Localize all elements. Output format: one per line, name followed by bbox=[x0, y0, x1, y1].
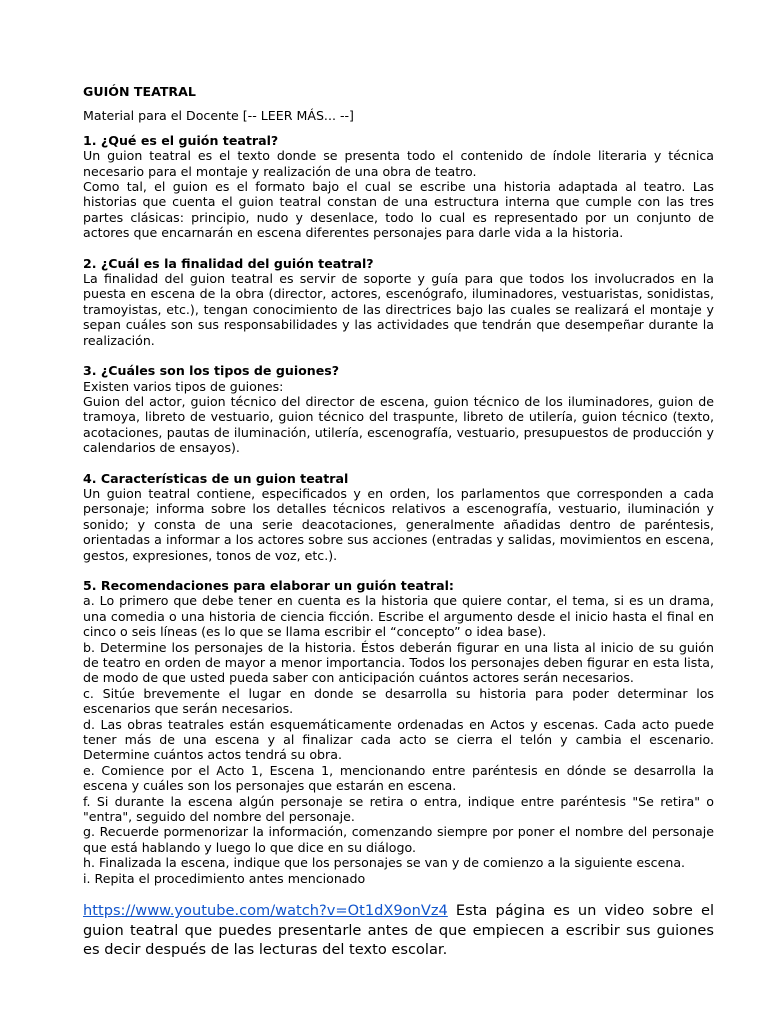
paragraph: Un guion teatral es el texto donde se presenta todo el contenido de índole literaria y técnica necesario para el montaje y realización de una obra de teatro. bbox=[83, 148, 714, 179]
list-item: f. Si durante la escena algún personaje se retira o entra, indique entre paréntesis "Se retira" o "entra", seguido del nombre del personaje. bbox=[83, 793, 714, 825]
section-5 bbox=[83, 578, 714, 886]
list-item: e. Comience por el Acto 1, Escena 1, mencionando entre paréntesis en dónde se desarrolla la escena y cuáles son los personajes que estarán en escena. bbox=[83, 762, 714, 794]
list-item: i. Repita el procedimiento antes mencionado bbox=[83, 870, 366, 886]
section-heading: 1. ¿Qué es el guión teatral? bbox=[83, 132, 279, 148]
youtube-link[interactable]: https://www.youtube.com/watch?v=Ot1dX9onVz4 bbox=[83, 902, 448, 920]
list-item: c. Sitúe brevemente el lugar en donde se desarrolla su historia para poder determinar los escenarios que serán necesarios. bbox=[83, 685, 714, 717]
list-item: g. Recuerde pormenorizar la información, comenzando siempre por poner el nombre del personaje que está hablando y luego lo que dice en su diálogo. bbox=[83, 824, 714, 855]
section-heading: 3. ¿Cuáles son los tipos de guiones? bbox=[83, 363, 340, 379]
section-heading: 2. ¿Cuál es la finalidad del guión teatral? bbox=[83, 255, 374, 271]
list-item: d. Las obras teatrales están esquemáticamente ordenadas en Actos y escenas. Cada acto puede tener más de una escena y al finalizar cada acto se cierra el telón y cambia el escenario. Determine cuántos actos tendrá su obra. bbox=[83, 716, 714, 763]
section-4 bbox=[83, 471, 714, 563]
section-2 bbox=[83, 256, 714, 348]
list-item: b. Determine los personajes de la historia. Éstos deberán figurar en una lista al inicio de su guión de teatro en orden de mayor a menor importancia. Todos los personajes deben figurar en esta lista, de modo de que usted pueda saber con anticipación cuántos actores serán necesarios. bbox=[83, 639, 714, 686]
list-item: h. Finalizada la escena, indique que los personajes se van y de comienzo a la siguiente escena. bbox=[83, 855, 686, 871]
section-heading: 4. Características de un guion teatral bbox=[83, 470, 349, 486]
paragraph: Un guion teatral contiene, especificados y en orden, los parlamentos que corresponden a cada personaje; informa sobre los detalles técnicos relativos a escenografía, vestuario, iluminación y sonido; y consta de una serie deacotaciones, generalmente añadidas dentro de paréntesis, orientadas a informar a los actores sobre sus acciones (entradas y salidas, movimientos en escena, gestos, expresiones, tonos de voz, etc.). bbox=[83, 485, 714, 563]
document-title: GUIÓN TEATRAL bbox=[83, 84, 196, 99]
paragraph: Guion del actor, guion técnico del director de escena, guion técnico de los iluminadores, guion de tramoya, libreto de vestuario, guion técnico del traspunte, libreto de utilería, guion técnico (texto, acotaciones, pautas de iluminación, utilería, escenografía, vestuario, presupuestos de producción y calendarios de ensayos). bbox=[83, 393, 714, 456]
paragraph: Como tal, el guion es el formato bajo el cual se escribe una historia adaptada al teatro. Las historias que cuenta el guion teatral constan de una estructura interna que cumple con las tres partes clásicas: principio, nudo y desenlace, todo lo cual es representado por un conjunto de actores que encarnarán en escena diferentes personajes para darle vida a la historia. bbox=[83, 179, 714, 241]
document-subtitle: Material para el Docente [-- LEER MÁS... --] bbox=[83, 108, 354, 124]
paragraph: La finalidad del guion teatral es servir de soporte y guía para que todos los involucrados en la puesta en escena de la obra (director, actores, escenógrafo, iluminadores, vestuaristas, sonidistas, tramoyistas, etc.), tengan conocimiento de las directrices bajo las cuales se realizará el montaje y sepan cuáles son sus responsabilidades y las actividades que tendrán que desempeñar durante la realización. bbox=[83, 271, 714, 348]
footer-text: Esta página es un video sobre el guion teatral que puedes presentarle antes de que empiecen a escribir sus guiones es decir después de las lecturas del texto escolar. bbox=[83, 902, 714, 959]
list-item: a. Lo primero que debe tener en cuenta es la historia que quiere contar, el tema, si es un drama, una comedia o una historia de ciencia ficción. Escribe el argumento desde el inicio hasta el final en cinco o seis líneas (es lo que se llama escribir el “concepto” o idea base). bbox=[83, 593, 714, 640]
footer-paragraph bbox=[83, 901, 714, 960]
section-heading: 5. Recomendaciones para elaborar un guión teatral: bbox=[83, 577, 454, 593]
section-1 bbox=[83, 133, 714, 241]
paragraph: Existen varios tipos de guiones: bbox=[83, 378, 284, 394]
section-3 bbox=[83, 363, 714, 455]
document-page bbox=[83, 84, 714, 960]
